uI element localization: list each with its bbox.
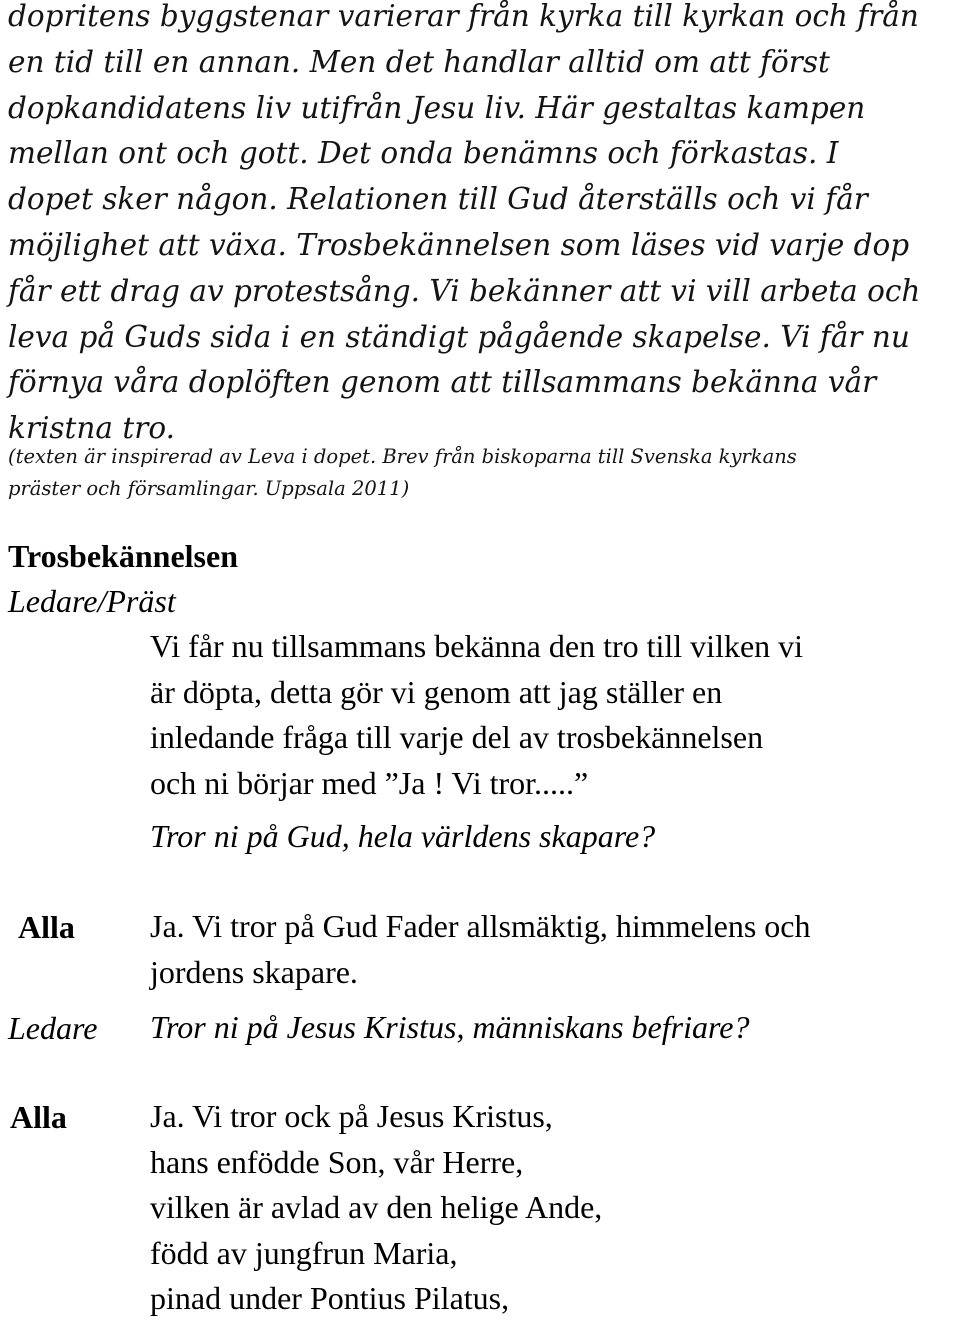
- intro-line: möjlighet att växa. Trosbekännelsen som läses vid varje dop: [8, 227, 910, 262]
- source-note: [8, 441, 797, 505]
- intro-line: förnya våra doplöften genom att tillsammans bekänna vår: [8, 365, 877, 400]
- question-one-text: Tror ni på Gud, hela världens skapare?: [150, 818, 656, 854]
- response-one: [150, 904, 810, 995]
- intro-line: en tid till en annan. Men det handlar alltid om att först: [8, 44, 830, 79]
- response-two-line: vilken är avlad av den helige Ande,: [150, 1189, 603, 1225]
- section-heading: Trosbekännelsen: [8, 538, 238, 574]
- speaker-all-1: Alla: [18, 909, 75, 945]
- role-label-leader-priest: Ledare/Präst: [8, 583, 176, 619]
- response-two-line: hans enfödde Son, vår Herre,: [150, 1143, 524, 1180]
- intro-paragraph: [8, 0, 960, 452]
- source-line: (texten är inspirerad av Leva i dopet. Brev från biskoparna till Svenska kyrkans: [8, 445, 797, 468]
- question-two: [150, 1005, 749, 1051]
- leader-intro-line: är döpta, detta gör vi genom att jag ställer en: [150, 673, 723, 710]
- response-two-line: född av jungfrun Maria,: [150, 1234, 458, 1271]
- leader-intro-line: och ni börjar med ”Ja ! Vi tror.....”: [150, 764, 589, 801]
- source-line: präster och församlingar. Uppsala 2011): [8, 477, 410, 500]
- question-two-text: Tror ni på Jesus Kristus, människans befriare?: [150, 1009, 750, 1045]
- speaker-all-2: Alla: [10, 1099, 67, 1135]
- intro-line: dopet sker någon. Relationen till Gud återställs och vi får: [8, 182, 868, 217]
- response-one-line: Ja. Vi tror på Gud Fader allsmäktig, himmelens och: [150, 908, 811, 944]
- intro-line: får ett drag av protestsång. Vi bekänner att vi vill arbeta och: [8, 273, 921, 308]
- leader-intro-line: inledande fråga till varje del av trosbekännelsen: [150, 719, 764, 755]
- leader-intro-text: [150, 624, 803, 806]
- response-one-line: jordens skapare.: [150, 953, 358, 990]
- intro-line: leva på Guds sida i en ständigt pågående skapelse. Vi får nu: [8, 319, 910, 354]
- intro-line: mellan ont och gott. Det onda benämns och förkastas. I: [8, 136, 839, 171]
- response-two-line: pinad under Pontius Pilatus,: [150, 1280, 510, 1316]
- intro-line: dopkandidatens liv utifrån Jesu liv. Här gestaltas kampen: [8, 90, 866, 125]
- intro-line: dopritens byggstenar varierar från kyrka till kyrkan och från: [8, 0, 919, 33]
- leader-intro-line: Vi får nu tillsammans bekänna den tro till vilken vi: [150, 628, 804, 664]
- intro-line: kristna tro.: [8, 411, 175, 446]
- question-one: [150, 814, 655, 860]
- speaker-leader: Ledare: [8, 1010, 98, 1046]
- response-two-line: Ja. Vi tror ock på Jesus Kristus,: [150, 1098, 553, 1134]
- response-two: [150, 1094, 602, 1322]
